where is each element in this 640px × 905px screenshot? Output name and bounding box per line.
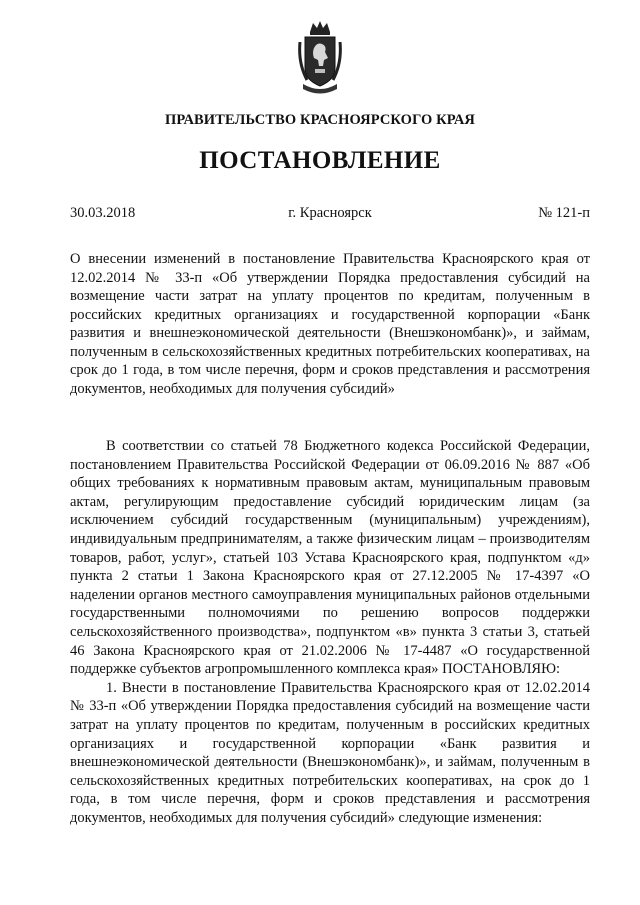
document-body [70, 437, 590, 827]
document-city: г. Красноярск [288, 205, 372, 221]
item-1-paragraph: 1. Внести в постановление Правительства Красноярского края от 12.02.2014 № 33-п «Об утверждении Порядка предоставления субсидий на возмещение части затрат на уплату процентов по кредитам, полученным в российских кредитных организациях и государственной корпорации «Банк развития и внешнеэкономической деятельности (Внешэкономбанк)», и займам, полученным в сельскохозяйственных кредитных потребительских кооперативах, на срок до 1 года, в том числе перечня, форм и сроков представления и рассмотрения документов, необходимых для получения субсидий» следующие изменения: [70, 679, 590, 826]
document-type-heading: ПОСТАНОВЛЕНИЕ [199, 147, 441, 174]
document-number: № 121-п [538, 205, 590, 221]
preamble-paragraph: В соответствии со статьей 78 Бюджетного кодекса Российской Федерации, постановлением Правительства Российской Федерации от 06.09.2016 № 887 «Об общих требованиях к нормативным правовым актам, муниципальным правовым актам, регулирующим предоставление субсидий юридическим лицам (за исключением субсидий государственным (муниципальным) учреждениям), индивидуальным предпринимателям, а также физическим лицам – производителям товаров, работ, услуг», статьей 103 Устава Красноярского края, подпунктом «д» пункта 2 статьи 1 Закона Красноярского края от 27.12.2005 № 17-4397 «О наделении органов местного самоуправления муниципальных районов отдельными государственными полномочиями по решению вопросов поддержки сельскохозяйственного производства», подпунктом «в» пункта 3 статьи 3, статьей 46 Закона Красноярского края от 21.02.2006 № 17-4487 «О государственной поддержке субъектов агропромышленного комплекса края» ПОСТАНОВЛЯЮ: [70, 438, 590, 678]
document-meta-row [70, 205, 590, 225]
government-title: ПРАВИТЕЛЬСТВО КРАСНОЯРСКОГО КРАЯ [164, 112, 475, 128]
coat-of-arms-icon [297, 18, 343, 98]
document-subject: О внесении изменений в постановление Правительства Красноярского края от 12.02.2014 № 33-п «Об утверждении Порядка предоставления субсидий на возмещение части затрат на уплату процентов по кредитам, полученным в российских кредитных организациях и государственной корпорации «Банк развития и внешнеэкономической деятельности (Внешэкономбанк)», и займам, полученным в сельскохозяйственных кредитных потребительских кооперативах, на срок до 1 года, в том числе перечня, форм и сроков представления и рассмотрения документов, необходимых для получения субсидий» [70, 251, 590, 397]
document-date: 30.03.2018 [70, 205, 136, 221]
